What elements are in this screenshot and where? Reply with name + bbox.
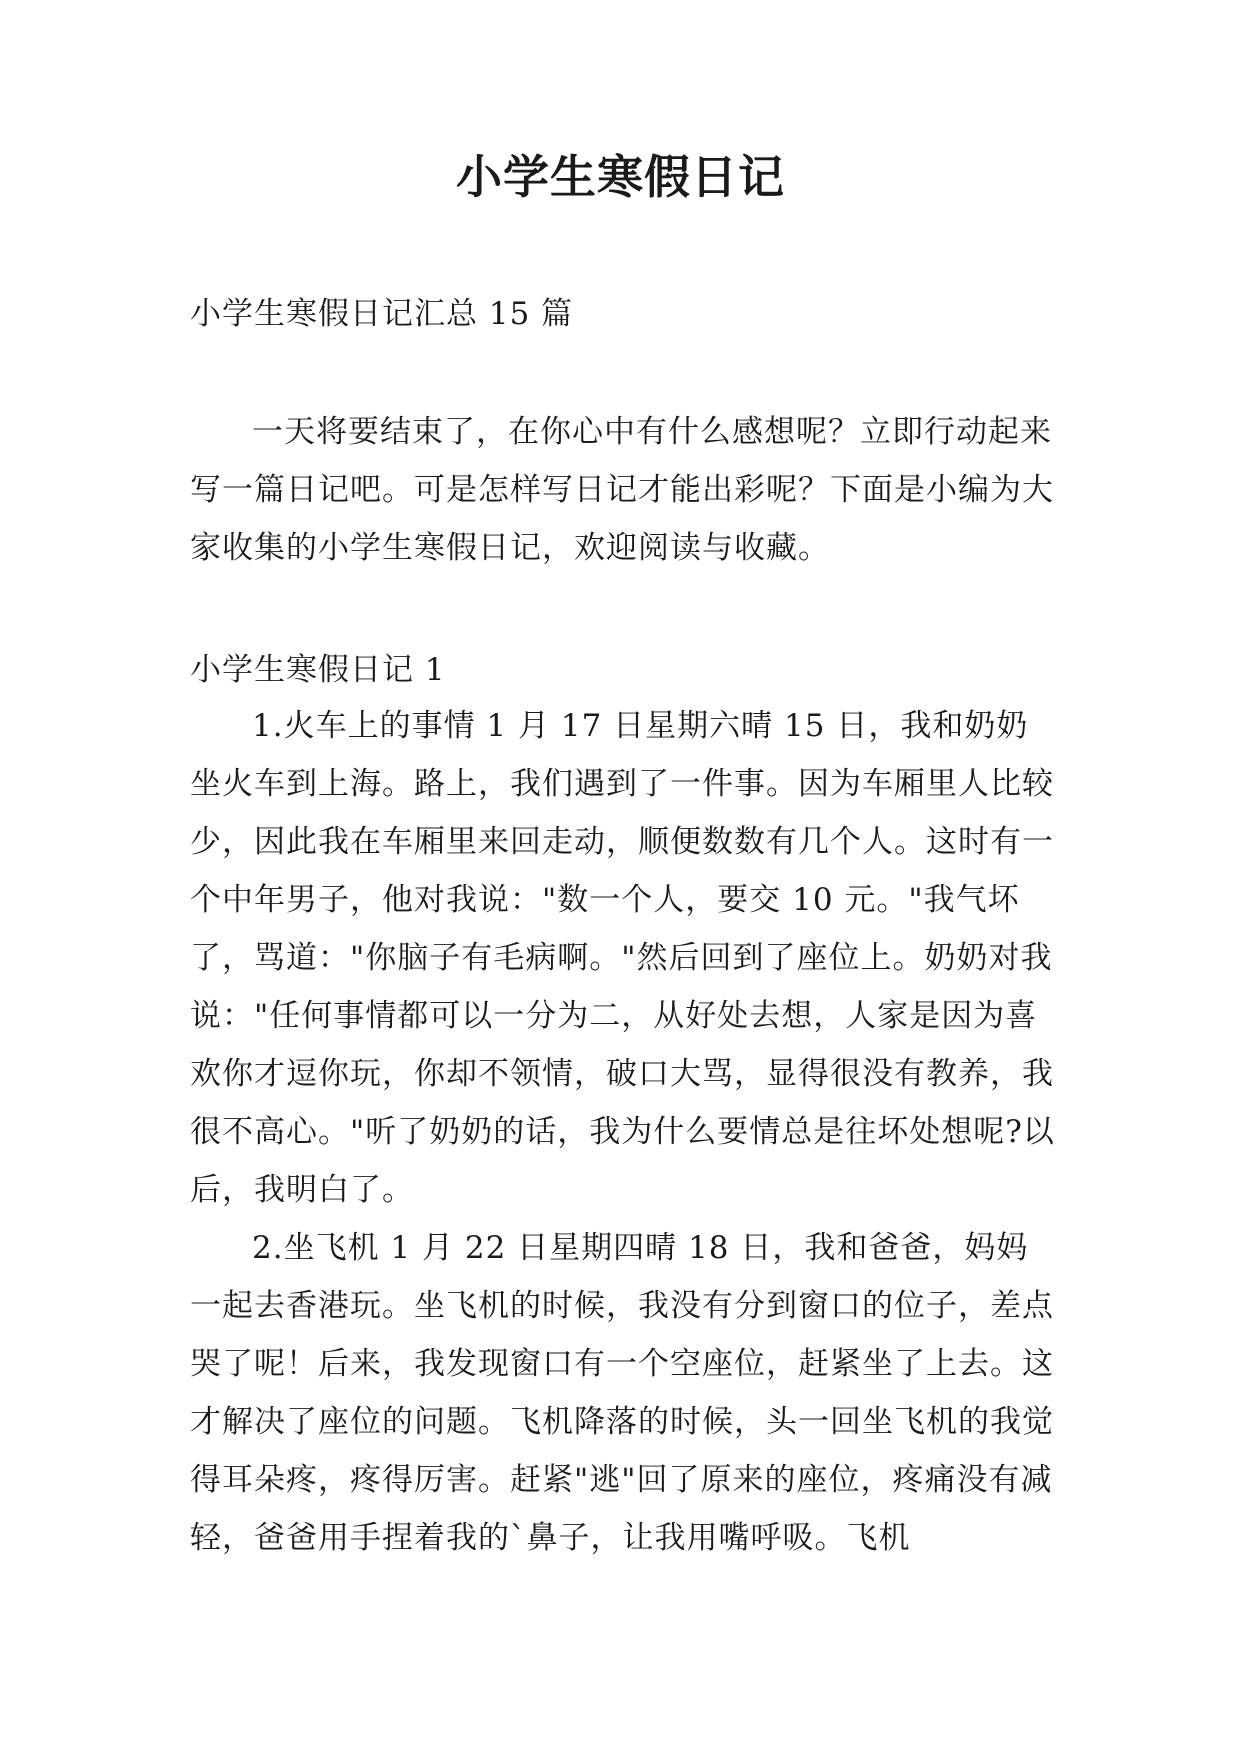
subtitle-text: 小学生寒假日记汇总 15 篇 [190, 296, 574, 332]
intro-paragraph [190, 403, 1060, 577]
diary-paragraph-2: 2.坐飞机 1 月 22 日星期四晴 18 日，我和爸爸，妈妈一起去香港玩。坐飞机的时候，我没有分到窗口的位子，差点哭了呢！后来，我发现窗口有一个空座位，赶紧坐了上去。这才解决了座位的问题。飞机降落的时候，头一回坐飞机的我觉得耳朵疼，疼得厉害。赶紧"逃"回了原来的座位，疼痛没有减轻，爸爸用手捏着我的`鼻子，让我用嘴呼吸。飞机 [190, 1230, 1054, 1556]
diary-body [190, 697, 1060, 1567]
section-heading [190, 641, 1060, 699]
intro-text: 一天将要结束了，在你心中有什么感想呢？立即行动起来写一篇日记吧。可是怎样写日记才能出彩呢？下面是小编为大家收集的小学生寒假日记，欢迎阅读与收藏。 [190, 414, 1054, 566]
section-heading-text: 小学生寒假日记 1 [190, 652, 446, 688]
diary-paragraph-1: 1.火车上的事情 1 月 17 日星期六晴 15 日，我和奶奶坐火车到上海。路上，我们遇到了一件事。因为车厢里人比较少，因此我在车厢里来回走动，顺便数数有几个人。这时有一个中年男子，他对我说："数一个人，要交 10 元。"我气坏了，骂道："你脑子有毛病啊。"然后回到了座位上。奶奶对我说："任何事情都可以一分为二，从好处去想，人家是因为喜欢你才逗你玩，你却不领情，破口大骂，显得很没有教养，我很不高心。"听了奶奶的话，我为什么要情总是往坏处想呢?以后，我明白了。 [190, 708, 1055, 1208]
document-subtitle [190, 285, 1060, 343]
document-title: 小学生寒假日记 [456, 150, 785, 204]
